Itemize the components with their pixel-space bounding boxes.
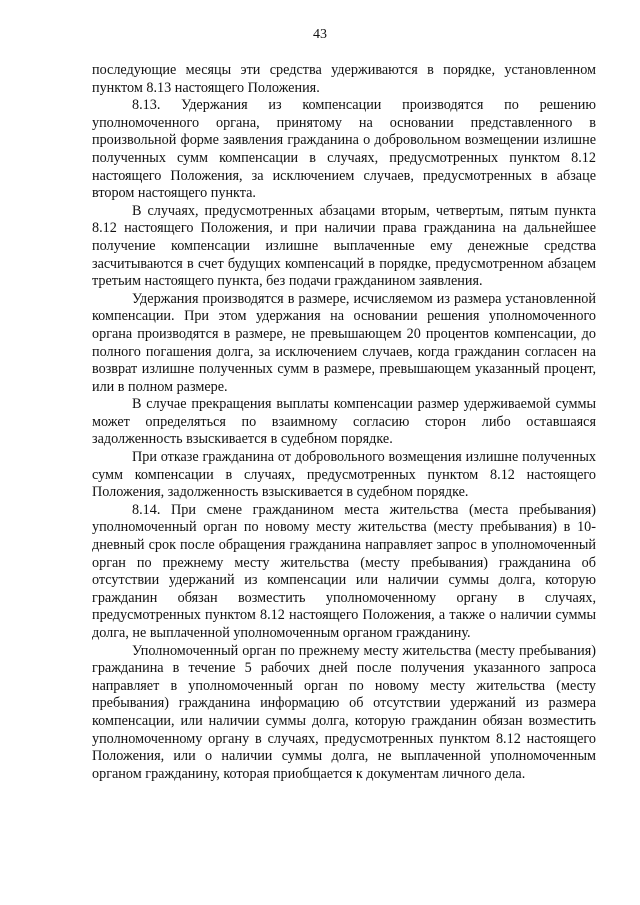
paragraph: При отказе гражданина от добровольного возмещения излишне полученных сумм компенсации в случаях, предусмотренных пунктом 8.12 настоящего Положения, задолженность взыскивается в судебном порядке. (92, 449, 596, 501)
document-body (92, 62, 596, 783)
paragraph: В случае прекращения выплаты компенсации размер удерживаемой суммы может определяться по взаимному согласию сторон либо оставшаяся задолженность взыскивается в судебном порядке. (92, 396, 596, 448)
paragraph: Удержания производятся в размере, исчисляемом из размера установленной компенсации. При этом удержания на основании решения уполномоченного органа производятся в размере, не превышающем 20 процентов компенсации, до полного погашения долга, за исключением случаев, когда гражданин согласен на возврат излишне полученных сумм в размере, превышающем указанный процент, или в полном размере. (92, 290, 596, 395)
paragraph-8-13: 8.13. Удержания из компенсации производятся по решению уполномоченного органа, принятому на основании представленного в произвольной форме заявления гражданина о добровольном возмещении излишне полученных сумм компенсации в случаях, предусмотренных пунктом 8.12 настоящего Положения, за исключением случаев, предусмотренных в абзаце втором настоящего пункта. (92, 97, 596, 202)
paragraph: Уполномоченный орган по прежнему месту жительства (месту пребывания) гражданина в течение 5 рабочих дней после получения указанного запроса направляет в уполномоченный орган по новому месту жительства (месту пребывания) гражданина информацию об отсутствии удержаний из размера компенсации, или наличии суммы долга, которую гражданин обязан возместить уполномоченному органу в случаях, предусмотренных пунктом 8.12 настоящего Положения, или о наличии суммы долга, не выплаченной уполномоченным органом гражданину, которая приобщается к документам личного дела. (92, 642, 596, 782)
paragraph-continuation: последующие месяцы эти средства удерживаются в порядке, установленном пунктом 8.13 настоящего Положения. (92, 62, 596, 96)
paragraph-8-14: 8.14. При смене гражданином места жительства (места пребывания) уполномоченный орган по новому месту жительства (месту пребывания) в 10-дневный срок после обращения гражданина направляет запрос в уполномоченный орган по прежнему месту жительства (месту пребывания) гражданина об отсутствии удержаний из компенсации или наличии суммы долга, которую гражданин обязан возместить уполномоченному органу в случаях, предусмотренных пунктом 8.12 настоящего Положения, а также о наличии суммы долга, не выплаченной уполномоченным органом гражданину. (92, 501, 596, 641)
page-number: 43 (313, 27, 327, 42)
paragraph: В случаях, предусмотренных абзацами вторым, четвертым, пятым пункта 8.12 настоящего Положения, и при наличии права гражданина на дальнейшее получение компенсации излишне выплаченные ему денежные средства засчитываются в счет будущих компенсаций в порядке, предусмотренном абзацем третьим настоящего пункта, без подачи гражданином заявления. (92, 202, 596, 290)
